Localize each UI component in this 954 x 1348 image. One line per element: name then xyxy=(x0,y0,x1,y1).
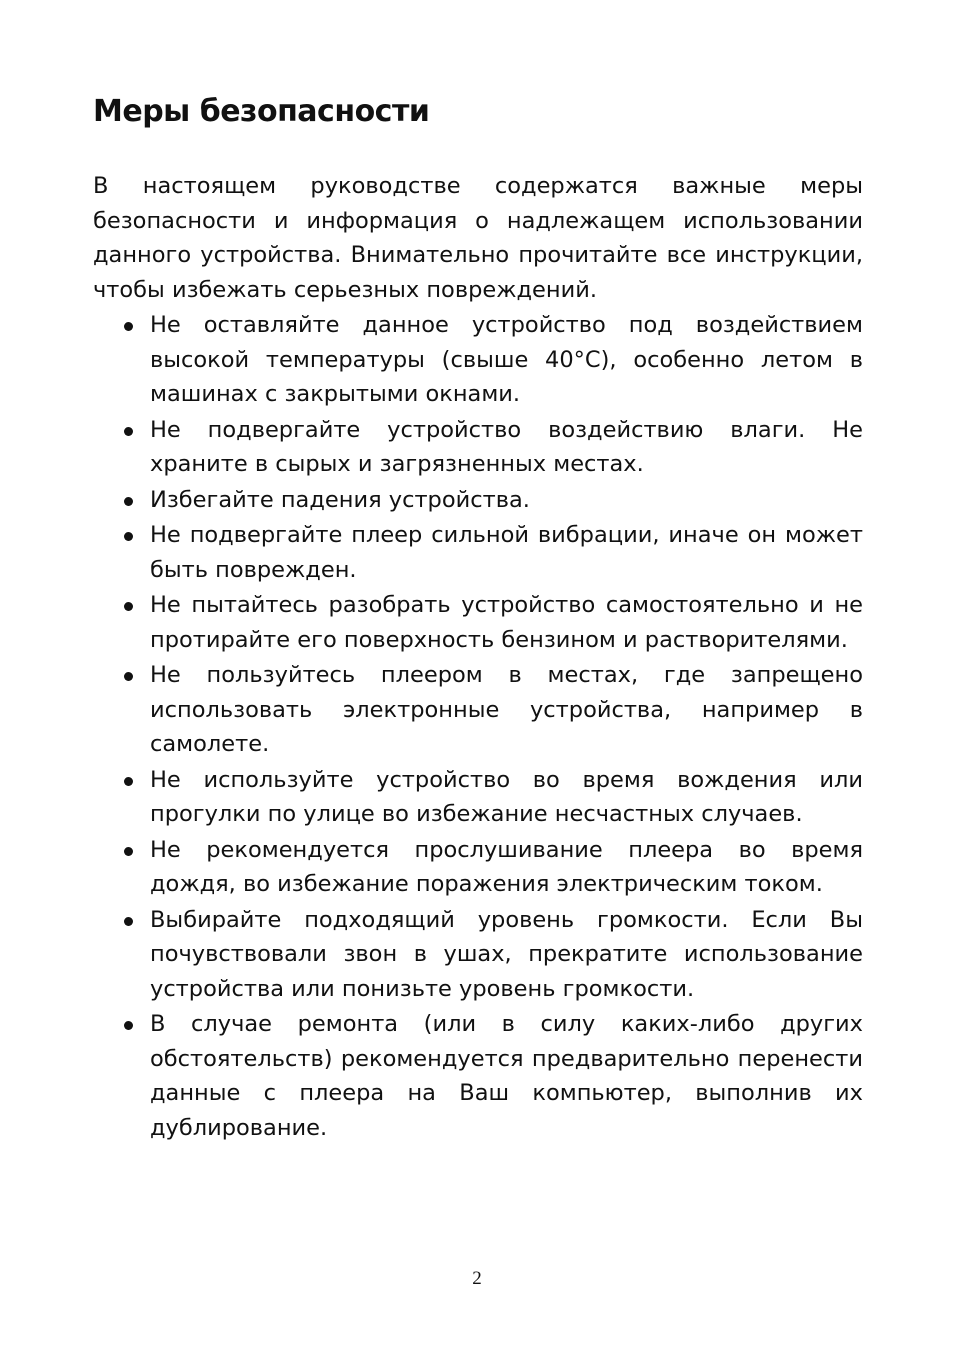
list-item xyxy=(93,763,863,832)
bullet-icon xyxy=(124,917,133,926)
list-item xyxy=(93,308,863,412)
list-item xyxy=(93,588,863,657)
list-item-text: Не подвергайте плеер сильной вибрации, иначе он может быть поврежден. xyxy=(150,522,863,583)
bullet-icon xyxy=(124,602,133,611)
bullet-icon xyxy=(124,322,133,331)
list-item xyxy=(93,903,863,1007)
list-item-text: Не используйте устройство во время вождения или прогулки по улице во избежание несчастных случаев. xyxy=(150,766,863,827)
list-item-text: Не оставляйте данное устройство под воздействием высокой температуры (свыше 40°С), особенно летом в машинах с закрытыми окнами. xyxy=(150,312,863,407)
list-item-text: Не пользуйтесь плеером в местах, где запрещено использовать электронные устройства, например в самолете. xyxy=(150,662,863,757)
bullet-icon xyxy=(124,497,133,506)
list-item-text: Избегайте падения устройства. xyxy=(150,486,530,513)
intro-paragraph: В настоящем руководстве содержатся важные меры безопасности и информация о надлежащем использовании данного устройства. Внимательно прочитайте все инструкции, чтобы избежать серьезных повреждений. xyxy=(93,173,863,303)
list-item-text: В случае ремонта (или в силу каких-либо других обстоятельств) рекомендуется предварительно перенести данные с плеера на Ваш компьютер, выполнив их дублирование. xyxy=(150,1011,863,1141)
bullet-icon xyxy=(124,1021,133,1030)
list-item-text: Не рекомендуется прослушивание плеера во время дождя, во избежание поражения электрическим током. xyxy=(150,836,863,897)
page-content xyxy=(93,92,863,1145)
bullet-icon xyxy=(124,777,133,786)
safety-rules-list xyxy=(93,308,863,1145)
list-item xyxy=(93,483,863,518)
list-item xyxy=(93,833,863,902)
list-item xyxy=(93,1007,863,1145)
list-item xyxy=(93,413,863,482)
list-item-text: Выбирайте подходящий уровень громкости. Если Вы почувствовали звон в ушах, прекратите использование устройства или понизьте уровень громкости. xyxy=(150,906,863,1002)
list-item-text: Не пытайтесь разобрать устройство самостоятельно и не протирайте его поверхность бензином и растворителями. xyxy=(150,592,863,653)
page-title: Меры безопасности xyxy=(93,94,430,129)
list-item xyxy=(93,518,863,587)
list-item-text: Не подвергайте устройство воздействию влаги. Не храните в сырых и загрязненных местах. xyxy=(150,416,863,477)
page-number: 2 xyxy=(472,1268,482,1289)
bullet-icon xyxy=(124,672,133,681)
bullet-icon xyxy=(124,532,133,541)
bullet-icon xyxy=(124,847,133,856)
list-item xyxy=(93,658,863,762)
bullet-icon xyxy=(124,427,133,436)
